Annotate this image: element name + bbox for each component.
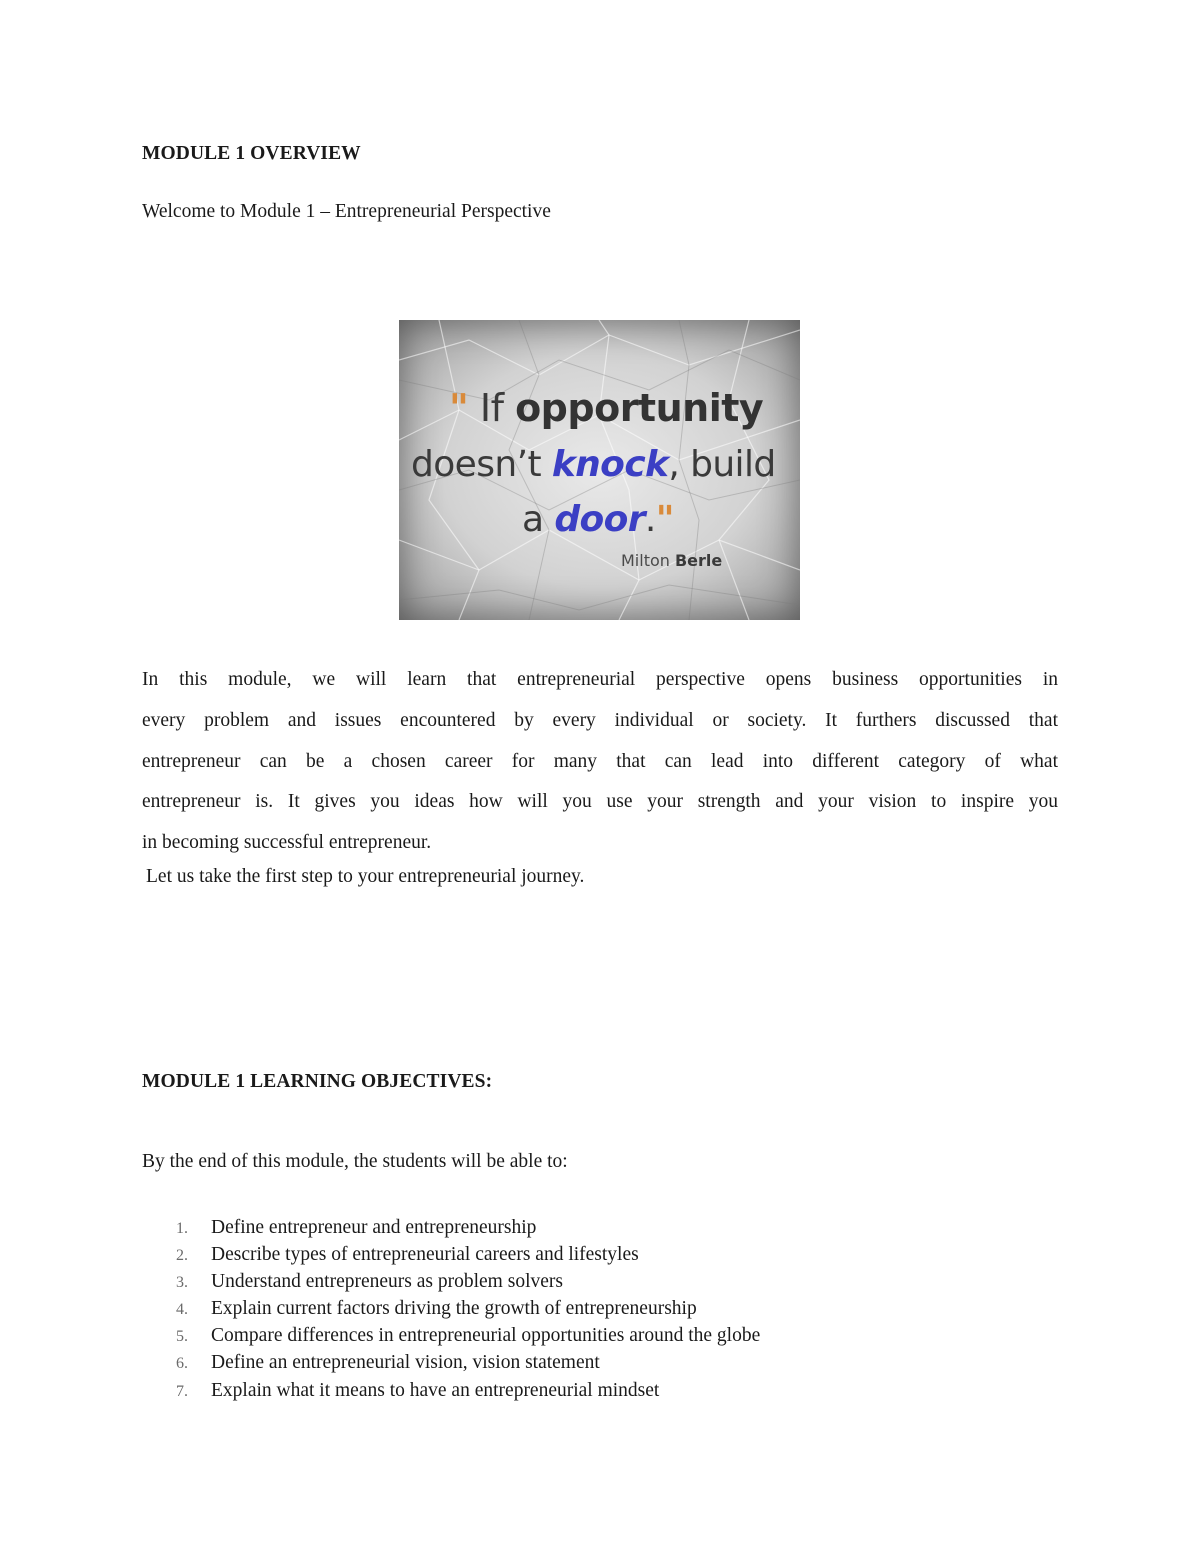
- quote-line-2: [411, 444, 776, 485]
- list-item: [142, 1352, 760, 1379]
- quote-line2-plain-a: doesn’t: [411, 444, 552, 485]
- objectives-intro: By the end of this module, the students will be able to:: [142, 1151, 568, 1172]
- quote-open-mark: ": [449, 386, 469, 430]
- list-item-number: 2.: [176, 1247, 188, 1265]
- paragraph-line: in becoming successful entrepreneur.: [142, 832, 432, 854]
- list-item: [142, 1298, 760, 1325]
- quote-highlight-door: door: [554, 499, 645, 540]
- quote-line3-plain: a: [522, 499, 555, 540]
- list-item: [142, 1380, 760, 1407]
- objectives-heading: MODULE 1 LEARNING OBJECTIVES:: [142, 1071, 493, 1092]
- list-item-text: Compare differences in entrepreneurial opportunities around the globe: [211, 1325, 761, 1347]
- list-item: [142, 1271, 760, 1298]
- list-item-text: Explain what it means to have an entrepreneurial mindset: [211, 1379, 660, 1401]
- list-item: [142, 1217, 760, 1244]
- quote-line-3: [522, 499, 674, 540]
- quote-close-mark: ": [655, 499, 674, 540]
- list-item-number: 4.: [176, 1301, 188, 1319]
- welcome-line: Welcome to Module 1 – Entrepreneurial Perspective: [142, 201, 551, 222]
- paragraph-line: entrepreneur is. It gives you ideas how will you use your strength and your vision to inspire you: [142, 791, 1058, 813]
- quote-highlight-knock: knock: [551, 444, 669, 485]
- intro-paragraph: [142, 660, 1058, 864]
- quote-author-last: Berle: [674, 551, 723, 570]
- list-item-number: 5.: [176, 1328, 188, 1346]
- list-item: [142, 1325, 760, 1352]
- objectives-list: [142, 1217, 760, 1407]
- list-item-text: Define entrepreneur and entrepreneurship: [211, 1217, 537, 1238]
- quote-line1-plain: If: [479, 386, 516, 430]
- list-item-text: Understand entrepreneurs as problem solvers: [211, 1271, 563, 1293]
- list-item-number: 3.: [176, 1274, 188, 1292]
- overview-heading: MODULE 1 OVERVIEW: [142, 143, 361, 164]
- quote-line2-plain-b: , build: [668, 444, 776, 485]
- closing-line: Let us take the first step to your entrepreneurial journey.: [146, 866, 585, 887]
- quote-author-first: Milton: [621, 551, 675, 570]
- paragraph-line: In this module, we will learn that entrepreneurial perspective opens business opportunities in: [142, 669, 1058, 690]
- list-item-number: 7.: [176, 1382, 188, 1400]
- quote-line1-bold: opportunity: [515, 386, 764, 430]
- list-item-number: 6.: [176, 1355, 188, 1373]
- quote-author: [621, 551, 722, 570]
- quote-line3-end: .: [644, 499, 656, 540]
- list-item-text: Describe types of entrepreneurial careers and lifestyles: [211, 1244, 639, 1266]
- list-item-text: Explain current factors driving the growth of entrepreneurship: [211, 1298, 697, 1320]
- quote-image: [399, 320, 800, 620]
- paragraph-line: entrepreneur can be a chosen career for many that can lead into different category of what: [142, 750, 1058, 772]
- list-item-text: Define an entrepreneurial vision, vision statement: [211, 1352, 600, 1374]
- list-item: [142, 1244, 760, 1271]
- quote-line-1: [449, 386, 763, 430]
- paragraph-line: every problem and issues encountered by every individual or society. It furthers discussed that: [142, 709, 1058, 731]
- list-item-number: 1.: [176, 1220, 188, 1237]
